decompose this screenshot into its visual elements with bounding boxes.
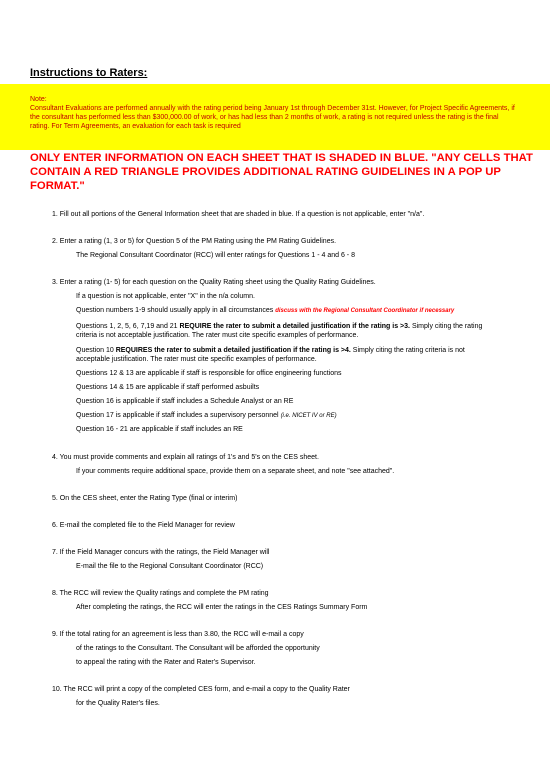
note-body: [30, 104, 550, 132]
justification-3-bold: REQUIRE the rater to submit a detailed justification if the rating is >3.: [179, 323, 410, 330]
instruction-3-justification-3: [76, 323, 482, 330]
note-line: rating. For Term Agreements, an evaluation for each task is required: [30, 123, 241, 131]
justification-4-bold: REQUIRES the rater to submit a detailed justification if the rating is >4.: [115, 347, 351, 354]
instruction-7: 7. If the Field Manager concurs with the ratings, the Field Manager will: [52, 549, 270, 556]
note-label: Note:: [30, 96, 47, 103]
note-line: the consultant has performed less than $300,000.00 of work, or has had less than 2 months of work, a rating is not required unless the rating is the final: [30, 114, 499, 122]
note-line: Consultant Evaluations are performed annually with the rating period being January 1st through December 31st. However, for Project Specific Agreements, if: [30, 105, 515, 112]
instruction-9-detail-2: to appeal the rating with the Rater and Rater's Supervisor.: [76, 659, 256, 666]
instruction-3-justification-4: [76, 347, 465, 354]
q17-text: Question 17 is applicable if staff includes a supervisory personnel: [76, 412, 279, 419]
instruction-3-general-note: discuss with the Regional Consultant Coordinator if necessary: [275, 308, 455, 314]
justification-4-post: Simply citing the rating criteria is not: [350, 347, 465, 354]
q17-note: (i.e. NICET IV or RE): [280, 413, 337, 419]
instruction-8: 8. The RCC will review the Quality ratings and complete the PM rating: [52, 590, 269, 597]
instruction-2: 2. Enter a rating (1, 3 or 5) for Question 5 of the PM Rating using the PM Rating Guidelines.: [52, 238, 337, 245]
instruction-1: 1. Fill out all portions of the General Information sheet that are shaded in blue. If a question is not applicable, enter "n/a".: [52, 211, 425, 218]
page-title: Instructions to Raters:: [30, 67, 148, 79]
instruction-3-na: If a question is not applicable, enter "X" in the n/a column.: [76, 293, 255, 300]
instruction-8-detail: After completing the ratings, the RCC will enter the ratings in the CES Ratings Summary Form: [76, 604, 368, 611]
justification-3-post: Simply citing the rating: [410, 323, 483, 330]
instruction-3-q17: [76, 412, 337, 419]
instruction-3-general-text: Question numbers 1-9 should usually apply in all circumstances: [76, 307, 274, 314]
instruction-9: 9. If the total rating for an agreement is less than 3.80, the RCC will e-mail a copy: [52, 631, 304, 638]
instruction-3-q16-21: Question 16 - 21 are applicable if staff includes an RE: [76, 426, 243, 433]
instruction-3: 3. Enter a rating (1- 5) for each question on the Quality Rating sheet using the Quality Rating Guidelines.: [52, 279, 376, 286]
instruction-3-justification-4-line2: acceptable justification. The rater must cite specific examples of performance.: [76, 356, 317, 363]
instruction-2-detail: The Regional Consultant Coordinator (RCC) will enter ratings for Questions 1 - 4 and 6 - 8: [76, 252, 355, 259]
instruction-4-detail: If your comments require additional space, provide them on a separate sheet, and note "see attached".: [76, 468, 395, 475]
instruction-6: 6. E-mail the completed file to the Field Manager for review: [52, 522, 235, 529]
blue-cells-warning: ONLY ENTER INFORMATION ON EACH SHEET THAT IS SHADED IN BLUE. "ANY CELLS THAT CONTAIN A RED TRIANGLE PROVIDES ADDITIONAL RATING GUIDELINES IN A POP UP FORMAT.": [30, 152, 533, 192]
instruction-5: 5. On the CES sheet, enter the Rating Type (final or interim): [52, 495, 238, 502]
instruction-4: 4. You must provide comments and explain all ratings of 1's and 5's on the CES sheet.: [52, 454, 319, 461]
instruction-3-general: [76, 307, 454, 314]
instruction-3-q16: Question 16 is applicable if staff includes a Schedule Analyst or an RE: [76, 398, 294, 405]
instruction-7-detail: E-mail the file to the Regional Consultant Coordinator (RCC): [76, 563, 264, 570]
instruction-10: 10. The RCC will print a copy of the completed CES form, and e-mail a copy to the Quality Rater: [52, 686, 350, 693]
instruction-3-q12-13: Questions 12 & 13 are applicable if staff is responsible for office engineering functions: [76, 370, 342, 377]
justification-4-pre: Question 10: [76, 347, 116, 354]
instruction-3-justification-3-line2: criteria is not acceptable justification. The rater must cite specific examples of performance.: [76, 332, 359, 339]
instruction-9-detail-1: of the ratings to the Consultant. The Consultant will be afforded the opportunity: [76, 645, 320, 652]
instruction-3-q14-15: Questions 14 & 15 are applicable if staff performed asbuilts: [76, 384, 260, 391]
instruction-10-detail: for the Quality Rater's files.: [76, 700, 160, 707]
justification-3-pre: Questions 1, 2, 5, 6, 7,19 and 21: [76, 323, 180, 330]
